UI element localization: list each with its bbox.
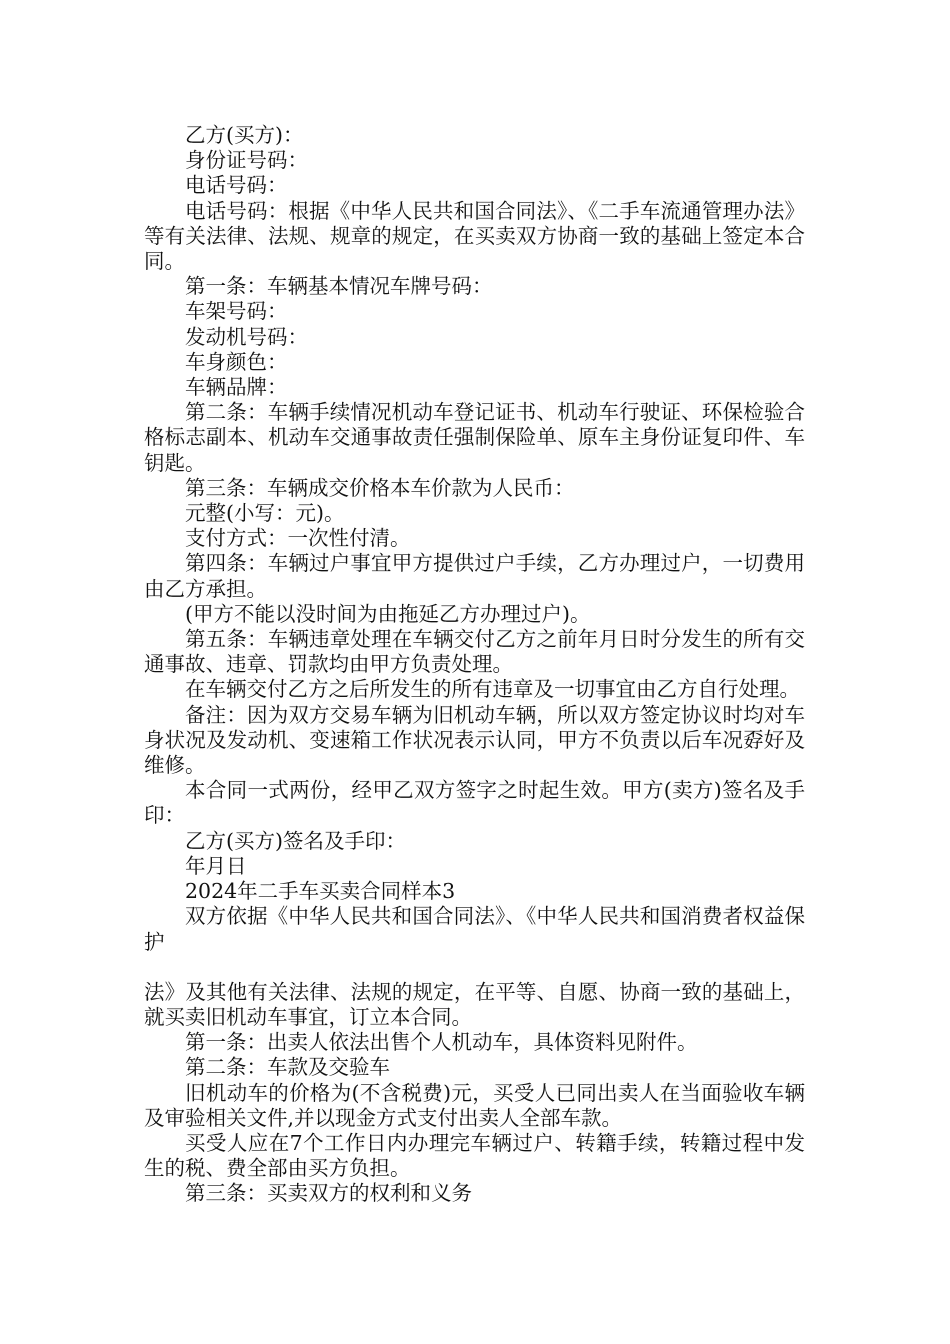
paragraph: 第三条：买卖双方的权利和义务 [185, 1181, 472, 1206]
paragraph: 第三条：车辆成交价格本车价款为人民币： [185, 475, 575, 500]
paragraph: 第二条：车款及交验车 [185, 1055, 390, 1080]
paragraph: 第五条：车辆违章处理在车辆交付乙方之前年月日时分发生的所有交通事故、违章、罚款均由甲方负责处理。 [144, 627, 805, 677]
paragraph: 乙方(买方)： [185, 123, 304, 147]
paragraph: 在车辆交付乙方之后所发生的所有违章及一切事宜由乙方自行处理。 [185, 677, 800, 702]
paragraph: 车架号码： [185, 299, 288, 324]
paragraph: 第一条：车辆基本情况车牌号码： [185, 274, 493, 299]
paragraph: 车身颜色： [185, 349, 288, 374]
paragraph: 年月日 [185, 853, 247, 878]
paragraph: 本合同一式两份，经甲乙双方签字之时起生效。甲方(卖方)签名及手印： [144, 778, 805, 828]
paragraph: (甲方不能以没时间为由拖延乙方办理过户)。 [185, 601, 591, 626]
document-body [144, 123, 805, 1207]
paragraph: 备注：因为双方交易车辆为旧机动车辆，所以双方签定协议时均对车身状况及发动机、变速箱工作状况表示认同，甲方不负责以后车况孬好及维修。 [144, 702, 805, 778]
paragraph: 第二条：车辆手续情况机动车登记证书、机动车行驶证、环保检验合格标志副本、机动车交通事故责任强制保险单、原车主身份证复印件、车钥匙。 [144, 400, 805, 475]
section-title: 2024年二手车买卖合同样本3 [185, 879, 456, 904]
paragraph: 车辆品牌： [185, 375, 288, 400]
paragraph: 买受人应在7个工作日内办理完车辆过户、转籍手续，转籍过程中发生的税、费全部由买方负担。 [144, 1130, 805, 1181]
paragraph: 电话号码：根据《中华人民共和国合同法》、《二手车流通管理办法》等有关法律、法规、规章的规定，在买卖双方协商一致的基础上签定本合同。 [144, 198, 805, 274]
paragraph: 旧机动车的价格为(不含税费)元，买受人已同出卖人在当面验收车辆及审验相关文件,并以现金方式支付出卖人全部车款。 [144, 1080, 805, 1130]
paragraph: 元整(小写：元)。 [185, 501, 345, 526]
page-break-gap [144, 955, 805, 980]
paragraph: 身份证号码： [185, 148, 308, 173]
paragraph: 法》及其他有关法律、法规的规定，在平等、自愿、协商一致的基础上，就买卖旧机动车事宜，订立本合同。 [144, 979, 805, 1029]
paragraph: 第一条：出卖人依法出售个人机动车，具体资料见附件。 [185, 1030, 698, 1055]
paragraph: 支付方式：一次性付清。 [185, 526, 411, 551]
paragraph: 第四条：车辆过户事宜甲方提供过户手续，乙方办理过户，一切费用由乙方承担。 [144, 551, 805, 601]
paragraph: 电话号码： [185, 173, 288, 198]
paragraph: 发动机号码： [185, 324, 308, 349]
paragraph: 乙方(买方)签名及手印： [185, 828, 406, 853]
paragraph: 双方依据《中华人民共和国合同法》、《中华人民共和国消费者权益保护 [144, 904, 805, 954]
